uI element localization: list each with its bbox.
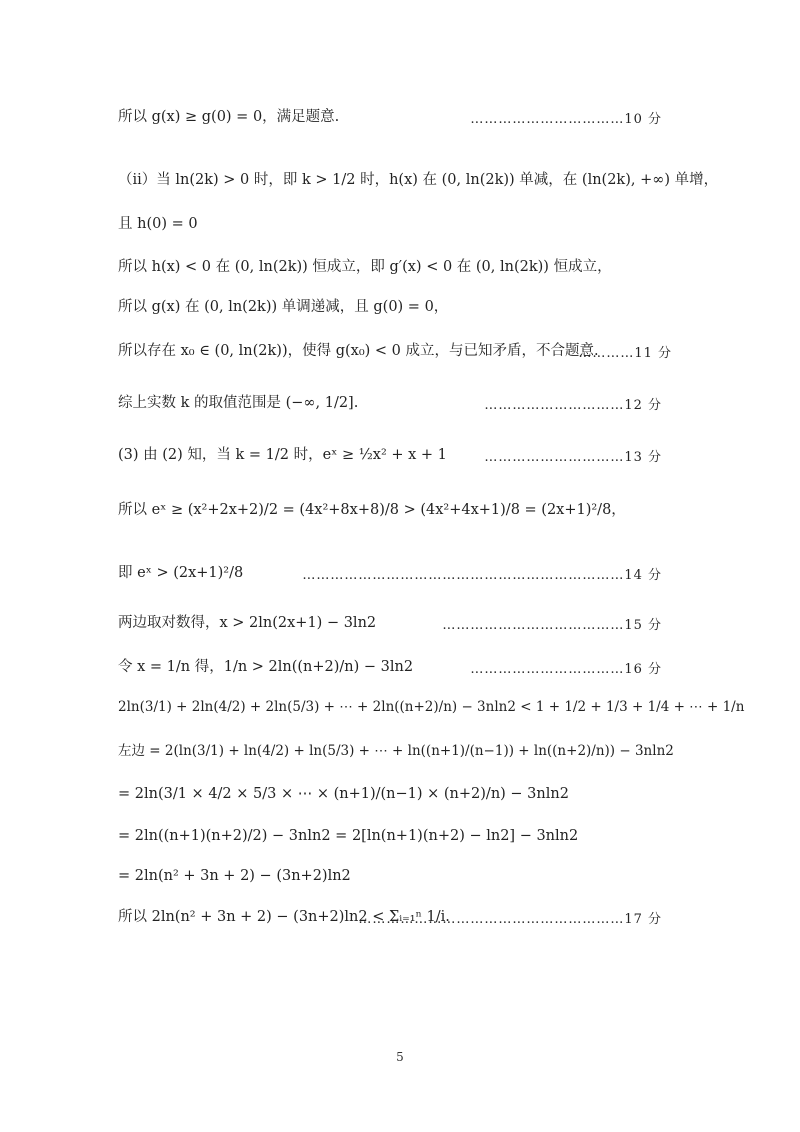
- score-marker: …………………………12 分: [484, 398, 662, 413]
- text-line: 且 h(0) = 0: [118, 216, 198, 232]
- text-line: = 2ln(n² + 3n + 2) − (3n+2)ln2: [118, 868, 351, 884]
- text-line: 所以 g(x) 在 (0, ln(2k)) 单调递减，且 g(0) = 0，: [118, 299, 449, 315]
- text-line: 令 x = 1/n 得，1/n > 2ln((n+2)/n) − 3ln2: [118, 659, 414, 675]
- text-line: = 2ln((n+1)(n+2)/2) − 3nln2 = 2[ln(n+1)(n+2) − ln2] − 3nln2: [118, 828, 579, 844]
- text-line: 所以 2ln(n² + 3n + 2) − (3n+2)ln2 < Σᵢ₌₁ⁿ 1/i.: [118, 909, 450, 925]
- score-marker: …………11 分: [578, 346, 672, 361]
- text-line: 所以 eˣ ≥ (x²+2x+2)/2 = (4x²+8x+8)/8 > (4x²+4x+1)/8 = (2x+1)²/8，: [118, 502, 626, 518]
- text-line: 所以 g(x) ≥ g(0) = 0，满足题意.: [118, 109, 340, 125]
- text-line: 左边 = 2(ln(3/1) + ln(4/2) + ln(5/3) + ⋯ + ln((n+1)/(n−1)) + ln((n+2)/n)) − 3nln2: [118, 743, 674, 759]
- text-line: （ii）当 ln(2k) > 0 时，即 k > 1/2 时，h(x) 在 (0, ln(2k)) 单减，在 (ln(2k), +∞) 单增，: [118, 172, 719, 188]
- page-number: 5: [396, 1050, 404, 1064]
- score-marker: …………………………13 分: [484, 450, 662, 465]
- score-marker: ……………………………10 分: [470, 112, 662, 127]
- score-marker: …………………………………………………17 分: [358, 912, 662, 927]
- text-line: = 2ln(3/1 × 4/2 × 5/3 × ⋯ × (n+1)/(n−1) × (n+2)/n) − 3nln2: [118, 786, 569, 802]
- score-marker: ……………………………………………………………14 分: [302, 568, 662, 583]
- text-line: (3) 由 (2) 知，当 k = 1/2 时，eˣ ≥ ½x² + x + 1: [118, 447, 447, 463]
- text-line: 所以存在 x₀ ∈ (0, ln(2k))，使得 g(x₀) < 0 成立，与已知矛盾，不合题意.: [118, 343, 599, 359]
- score-marker: …………………………………15 分: [442, 618, 662, 633]
- text-line: 即 eˣ > (2x+1)²/8: [118, 565, 244, 581]
- text-line: 2ln(3/1) + 2ln(4/2) + 2ln(5/3) + ⋯ + 2ln((n+2)/n) − 3nln2 < 1 + 1/2 + 1/3 + 1/4 + ⋯ + 1/n: [118, 699, 745, 715]
- text-line: 所以 h(x) < 0 在 (0, ln(2k)) 恒成立，即 g′(x) < 0 在 (0, ln(2k)) 恒成立，: [118, 259, 612, 275]
- score-marker: ……………………………16 分: [470, 662, 662, 677]
- text-line: 两边取对数得，x > 2ln(2x+1) − 3ln2: [118, 615, 377, 631]
- text-line: 综上实数 k 的取值范围是 (−∞, 1/2].: [118, 395, 359, 411]
